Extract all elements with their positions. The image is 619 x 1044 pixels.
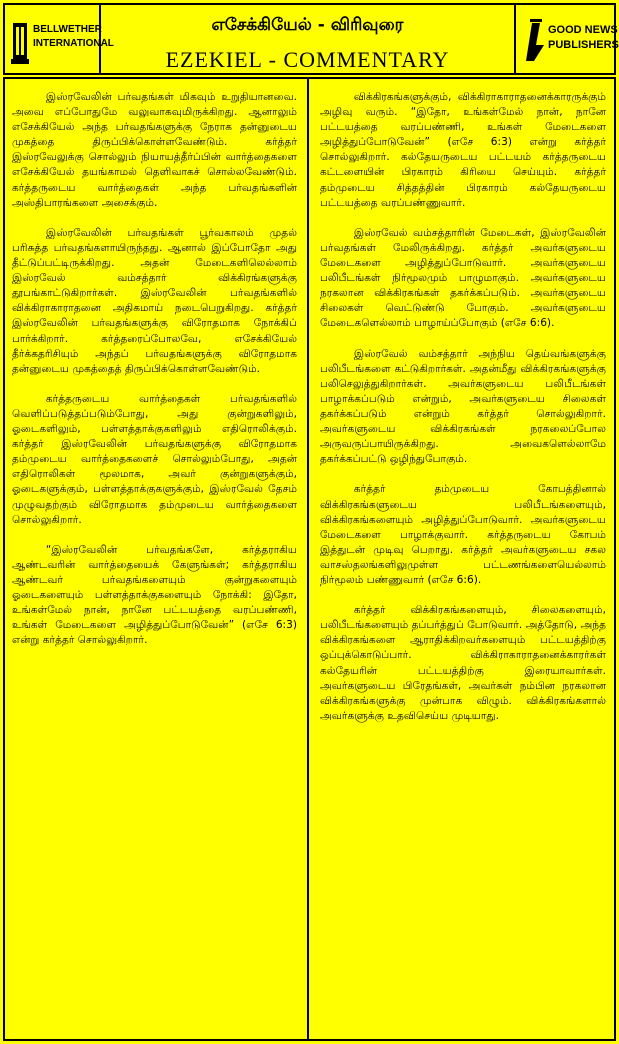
paragraph: கர்த்தருடைய வார்த்தைகள் பர்வதங்களில் வெளிப்படுத்தப்படும்போது, அது குன்றுகளிலும், ஓடைகளிலும், பள்ளத்தாக்குகளிலும் எதிரொலிக்கும். கர்த்தர் இஸ்ரவேலின் பர்வதங்களுக்கு விரோதமாக தம்முடைய வார்த்தைகளைச் சொல்லும்போது, அதன் எதிரொலிகள் மூலமாக, அவர் குன்றுகளுக்கும், ஓடைகளுக்கும், பள்ளத்தாக்குகளுக்கும், இஸ்ரவேல் தேசம் முழுவதற்கும் விரோதமாக தம்முடைய வார்த்தைகளை சொல்லுகிறார். bbox=[12, 392, 297, 526]
paragraph: இஸ்ரவேல் வம்சத்தாரின் மேடைகள், இஸ்ரவேலின் பர்வதங்கள் மேலிருக்கிறது. கர்த்தர் அவர்களுடைய மேடைகளை அழித்துப்போடுவார். அவர்களுடைய பலிபீடங்கள் நிர்மூலமும் பாழுமாகும். அவர்களுடைய நரகலான விக்கிரகங்கள் தகர்க்கப்படும். அவர்களுடைய சிலைகள் வெட்டுண்டு போகும். அவர்களுடைய மேடைகளெல்லாம் பாழாய்ப்போகும் (எசே 6:6). bbox=[320, 226, 606, 330]
good-news-logo bbox=[524, 17, 619, 65]
header bbox=[3, 3, 619, 75]
publisher-logo-left bbox=[5, 5, 114, 73]
paragraph: விக்கிரகங்களுக்கும், விக்கிராகாராதனைக்காரருக்கும் அழிவு வரும். “இதோ, உங்கள்மேல் நான், நானே பட்டயத்தை வரப்பண்ணி, உங்கள் மேடைகளை அழித்துப்போடுவேன்” (எசே 6:3) என்று கர்த்தர் சொல்லுகிறார். கல்தேயருடைய பட்டயம் கர்த்தருடைய கட்டளையின் பிரகாரம் கிரியை செய்யும். கர்த்தர் தம்முடைய சித்தத்தின் பிரகாரம் கல்தேயருடைய பட்டயத்தை வரப்பண்ணுவார். bbox=[320, 91, 606, 209]
paragraph: இஸ்ரவேலின் பர்வதங்கள் மிகவும் உறுதியானவை. அவை எப்போதுமே வலுவாகவுமிருக்கிறது. ஆனாலும் எசேக்கியேல் அந்த பர்வதங்களுக்கு நேராக தன்னுடைய முகத்தை திருப்பிக்கொள்ளவேண்டும். கர்த்தர் இஸ்ரவேலுக்கு சொல்லும் நியாயத்தீர்ப்பின் வார்த்தைகளை எசேக்கியேல் தயங்காமல் தெளிவாகச் சொல்லவேண்டும். கர்த்தருடைய வார்த்தைகள் அந்த பர்வதங்களின் அஸ்திபாரங்களை அசைக்கும். bbox=[12, 91, 297, 209]
paragraph: இஸ்ரவேல் வம்சத்தார் அந்நிய தெய்வங்களுக்கு பலிபீடங்களை கட்டுகிறார்கள். அதன்மீது விக்கிரகங்களுக்கு பலிசெலுத்துகிறார்கள். அவர்களுடைய பலிபீடங்கள் பாழாக்கப்படும் என்றும், அவர்களுடைய சிலைகள் தகர்க்கப்படும் என்றும் கர்த்தர் சொல்லுகிறார். அவர்களுடைய விக்கிரகங்கள் நரகலைப்போல அருவருப்பாயிருக்கிறது. அவைகளெல்லாமே தகர்க்கப்பட்டு ஒழிந்துபோகும். bbox=[320, 347, 606, 466]
column-divider bbox=[307, 77, 309, 1041]
title-english: EZEKIEL - COMMENTARY bbox=[165, 47, 450, 72]
logo-line-2: PUBLISHERS bbox=[548, 39, 619, 51]
title-tamil: எசேக்கியேல் - விரிவுரை bbox=[211, 15, 404, 35]
publisher-logo-right bbox=[514, 5, 619, 73]
logo-line-1: GOOD NEWS bbox=[548, 24, 618, 36]
paragraph: “இஸ்ரவேலின் பர்வதங்களே, கர்த்தராகிய ஆண்டவரின் வார்த்தையைக் கேளுங்கள்; கர்த்தராகிய ஆண்டவர் பர்வதங்களையும் குன்றுகளையும் ஓடைகளையும் பள்ளத்தாக்குகளையும் நோக்கி: இதோ, உங்கள்மேல் நான், நானே பட்டயத்தை வரப்பண்ணி, உங்கள் மேடைகளை அழித்துப்போடுவேன்” (எசே 6:3) என்று கர்த்தர் சொல்லுகிறார். bbox=[12, 543, 297, 647]
bellwether-logo bbox=[11, 17, 114, 65]
logo-line-1: BELLWETHER bbox=[33, 24, 102, 35]
paragraph: கர்த்தர் விக்கிரகங்களையும், சிலைகளையும், பலிபீடங்களையும் தப்பர்த்துப் போடுவார். அத்தோடு, அந்த விக்கிரகங்களை ஆராதிக்கிறவர்களையும் பட்டயத்திற்கு ஒப்புக்கொடுப்பார். விக்கிராகாராதனைக்காரர்கள் கல்தேயரின் பட்டயத்திற்கு இரையாவார்கள். அவர்களுடைய பிரேதங்கள், அவர்கள் நம்பின நரகலான விக்கிரகங்களுக்கு முன்பாக விழும். விக்கிரகங்களால் அவர்களுக்கு உதவிசெய்ய முடியாது. bbox=[320, 604, 606, 722]
logo-line-2: INTERNATIONAL bbox=[33, 38, 114, 49]
bellwether-emblem-icon bbox=[11, 17, 31, 65]
paragraph: கர்த்தர் தம்முடைய கோபத்தினால் விக்கிரகங்களுடைய பலிபீடங்களையும், விக்கிரகங்களையும் அழித்துப்போடுவார். அவர்களுடைய மேடைகளை பாழாக்குவார். கர்த்தருடைய கோபம் இத்துடன் முடிவு பெறாது. கர்த்தர் அவர்களுடைய சகல வாசஸ்தலங்களிலுமுள்ள பட்டணங்களையெல்லாம் நிர்மூலம் பண்ணுவார் (எசே 6:6). bbox=[320, 483, 606, 586]
left-column bbox=[12, 90, 297, 648]
good-news-emblem-icon bbox=[524, 17, 546, 65]
paragraph: இஸ்ரவேலின் பர்வதங்கள் பூர்வகாலம் முதல் பரிசுத்த பர்வதங்களாயிருந்தது. ஆனால் இப்போதோ அது தீட்டுப்பட்டிருக்கிறது. அதன் மேடைகளிலெல்லாம் இஸ்ரவேல் வம்சத்தார் விக்கிரங்களுக்கு தூபங்காட்டுகிறார்கள். இஸ்ரவேலின் பர்வதங்களில் விக்கிராகாராதனை அதிகமாய் நடைபெறுகிறது. கர்த்தர் இஸ்ரவேலின் பர்வதங்களுக்கு விரோதமாக நோக்கிப் பார்க்கிறார். கர்த்தரைப்போலவே, எசேக்கியேல் தீர்க்கதரிசியும் அந்தப் பர்வதங்களுக்கு விரோதமாக தன்னுடைய முகத்தைத் திருப்பிக்கொள்ளவேண்டும். bbox=[12, 226, 297, 375]
right-column bbox=[320, 90, 606, 724]
good-news-logo-text bbox=[548, 23, 619, 53]
header-title-block bbox=[101, 5, 514, 73]
